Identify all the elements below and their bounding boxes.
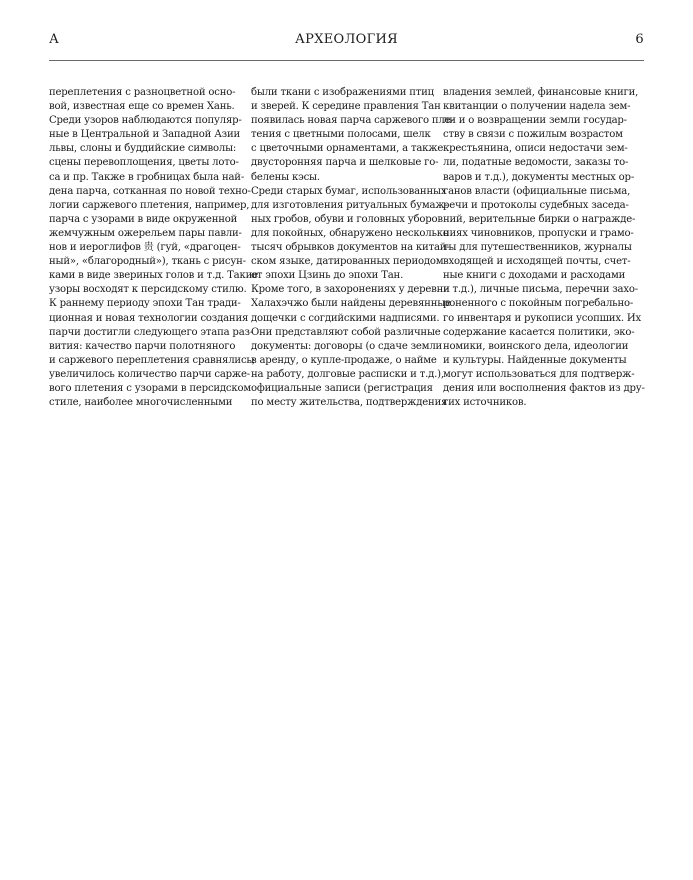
text-line: могут использоваться для подтверж- — [443, 368, 635, 380]
text-line: роненного с покойным погребально- — [443, 298, 634, 310]
text-line: ками в виде звериных голов и т.д. Такие — [49, 270, 258, 282]
text-line: Среди узоров наблюдаются популяр- — [49, 115, 242, 127]
text-line: ты для путешественников, журналы — [443, 242, 632, 254]
page-number: 6 — [635, 32, 644, 47]
text-line: логии саржевого плетения, например, — [49, 199, 250, 211]
text-column-3 — [443, 86, 645, 410]
text-line: номики, воинского дела, идеологии — [443, 340, 629, 352]
header-divider — [49, 60, 644, 61]
text-line: ли и о возвращении земли государ- — [443, 115, 627, 127]
text-line: и саржевого переплетения сравнялись; — [49, 354, 255, 366]
text-line: гих источников. — [443, 397, 527, 409]
text-line: сцены перевоплощения, цветы лото- — [49, 157, 239, 169]
text-line: ные книги с доходами и расходами — [443, 270, 626, 282]
text-line: на работу, долговые расписки и т.д.), — [251, 368, 444, 380]
text-line: появилась новая парча саржевого пле- — [251, 115, 454, 127]
text-line: дена парча, сотканная по новой техно- — [49, 185, 251, 197]
text-line: по месту жительства, подтверждения — [251, 397, 448, 409]
text-line: го инвентаря и рукописи усопших. Их — [443, 312, 641, 324]
text-line: стиле, наиболее многочисленными — [49, 397, 233, 409]
text-line: от эпохи Цзинь до эпохи Тан. — [251, 270, 404, 282]
text-line: ний, верительные бирки о награжде- — [443, 213, 636, 225]
text-column-1 — [49, 86, 258, 410]
text-line: ганов власти (официальные письма, — [443, 185, 631, 197]
text-line: дощечки с согдийскими надписями. — [251, 312, 440, 324]
text-line: были ткани с изображениями птиц — [251, 87, 434, 98]
text-line: ству в связи с пожилым возрастом — [443, 129, 623, 141]
text-line: Они представляют собой различные — [251, 326, 441, 338]
text-line: Кроме того, в захоронениях у деревни — [251, 284, 450, 296]
text-line: тысяч обрывков документов на китай- — [251, 242, 450, 254]
text-line: парча с узорами в виде окруженной — [49, 213, 238, 225]
text-line: жемчужным ожерельем пары павли- — [49, 227, 242, 239]
text-line: узоры восходят к персидскому стилю. — [49, 284, 247, 296]
text-line: увеличилось количество парчи сарже- — [49, 368, 250, 380]
text-line: нов и иероглифов 贵 (гуй, «драгоцен- — [49, 242, 241, 254]
text-line: львы, слоны и буддийские символы: — [49, 143, 237, 155]
text-line: белены кэсы. — [251, 171, 320, 183]
text-line: двусторонняя парча и шелковые го- — [251, 157, 439, 169]
text-line: содержание касается политики, эко- — [443, 326, 635, 338]
text-line: и культуры. Найденные документы — [443, 354, 627, 366]
text-line: са и пр. Также в гробницах была най- — [49, 171, 245, 183]
text-line: вития: качество парчи полотняного — [49, 340, 236, 352]
text-line: вой, известная еще со времен Хань. — [49, 101, 235, 113]
header-title: АРХЕОЛОГИЯ — [295, 32, 398, 47]
text-line: тения с цветными полосами, шелк — [251, 129, 431, 141]
text-line: речи и протоколы судебных заседа- — [443, 199, 629, 211]
text-line: официальные записи (регистрация — [251, 382, 433, 394]
text-line: для покойных, обнаружено несколько — [251, 227, 449, 239]
text-line: крестьянина, описи недостачи зем- — [443, 143, 628, 155]
text-line: Халахэчжо были найдены деревянные — [251, 298, 451, 310]
text-line: вого плетения с узорами в персидском — [49, 382, 252, 394]
header-section-letter: А — [49, 32, 60, 47]
text-line: и зверей. К середине правления Тан — [251, 101, 441, 113]
text-line: ционная и новая технологии создания — [49, 312, 249, 324]
text-line: и т.д.), личные письма, перечни захо- — [443, 284, 638, 296]
text-line: переплетения с разноцветной осно- — [49, 87, 236, 98]
text-line: входящей и исходящей почты, счет- — [443, 256, 631, 268]
text-line: с цветочными орнаментами, а также — [251, 143, 444, 155]
text-line: Среди старых бумаг, использованных — [251, 185, 447, 197]
text-line: для изготовления ритуальных бумаж- — [251, 199, 448, 211]
text-line: документы: договоры (о сдаче земли — [251, 340, 443, 352]
text-line: квитанции о получении надела зем- — [443, 101, 631, 113]
text-line: варов и т.д.), документы местных ор- — [443, 171, 635, 183]
text-line: в аренду, о купле-продаже, о найме — [251, 354, 437, 366]
text-line: ные в Центральной и Западной Азии — [49, 129, 240, 141]
text-line: ных гробов, обуви и головных уборов — [251, 213, 443, 225]
text-line: ниях чиновников, пропуски и грамо- — [443, 227, 634, 239]
text-line: ском языке, датированных периодом — [251, 256, 444, 268]
text-line: ный», «благородный»), ткань с рисун- — [49, 256, 246, 268]
running-header — [49, 32, 644, 56]
text-line: парчи достигли следующего этапа раз- — [49, 326, 254, 338]
text-line: дения или восполнения фактов из дру- — [443, 382, 645, 394]
text-line: владения землей, финансовые книги, — [443, 87, 639, 98]
text-line: К раннему периоду эпохи Тан тради- — [49, 298, 241, 310]
text-column-2 — [251, 86, 454, 410]
text-line: ли, податные ведомости, заказы то- — [443, 157, 629, 169]
